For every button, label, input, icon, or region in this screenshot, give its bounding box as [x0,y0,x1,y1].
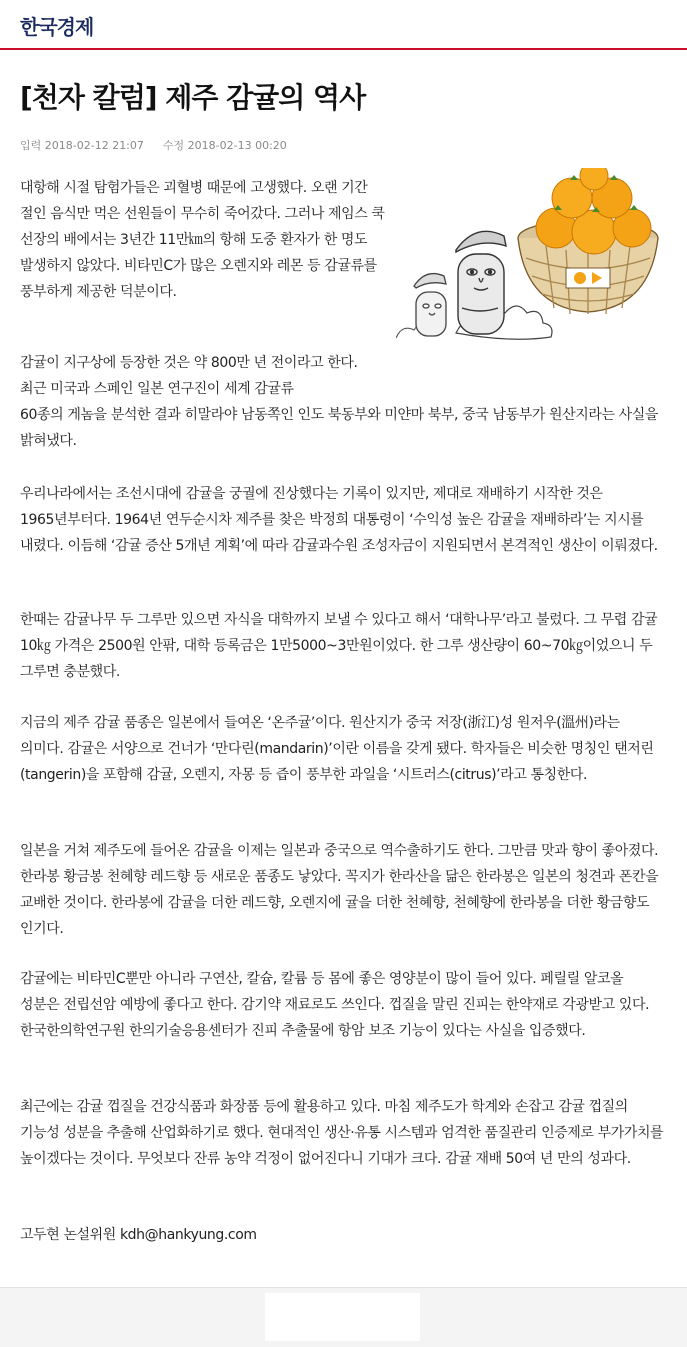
paragraph-2-text-continued: 60종의 게놈을 분석한 결과 히말라야 남동쪽인 인도 북동부와 미얀마 북부, 중국 남동부가 원산지라는 사실을 밝혀냈다. [20,407,659,449]
input-label: 입력 [20,139,42,152]
hankyung-logo[interactable]: 한국경제 [20,15,94,39]
paragraph-2-text: 감귤이 지구상에 등장한 것은 약 800만 년 전이라고 한다. 최근 미국과 스페인 일본 연구진이 세계 감귤류 [20,355,358,397]
paragraph-3: 우리나라에서는 조선시대에 감귤을 궁궐에 진상했다는 기록이 있지만, 제대로 재배하기 시작한 것은 1965년부터다. 1964년 연두순시차 제주를 찾은 박정희 대통령이 ‘수익성 높은 감귤을 재배하라’는 지시를 내렸다. 이듬해 ‘감귤 증산 5개년 계획’에 따라 감귤과수원 조성자금이 지원되면서 본격적인 생산이 이뤄졌다. [20,486,658,554]
paragraph-4: 한때는 감귤나무 두 그루만 있으면 자식을 대학까지 보낼 수 있다고 해서 ‘대학나무’라고 불렀다. 그 무렵 감귤 10㎏ 가격은 2500원 안팎, 대학 등록금은 1만5000~3만원이었다. 한 그루 생산량이 60~70㎏이었으니 두 그루면 충분했다. [20,612,658,680]
input-time: 2018-02-12 21:07 [44,139,144,152]
paragraph-8: 최근에는 감귤 껍질을 건강식품과 화장품 등에 활용하고 있다. 마침 제주도가 학계와 손잡고 감귤 껍질의 기능성 성분을 추출해 산업화하기로 했다. 현대적인 생산·유통 시스템과 엄격한 품질관리 인증제로 부가가치를 높이겠다는 것이다. 무엇보다 잔류 농약 걱정이 없어진다니 기대가 크다. 감귤 재배 50여 년 만의 성과다. [20,1099,664,1167]
paragraph-1: 대항해 시절 탐험가들은 괴혈병 때문에 고생했다. 오랜 기간 절인 음식만 먹은 선원들이 무수히 죽어갔다. 그러나 제임스 쿡 선장의 배에서는 3년간 11만㎞의 항해 도중 환자가 한 명도 발생하지 않았다. 비타민C가 많은 오렌지와 레몬 등 감귤류를 풍부하게 제공한 덕분이다. [20,180,385,300]
modified-time: 2018-02-13 00:20 [187,139,287,152]
article-meta [20,137,287,153]
ad-slot [265,1293,420,1341]
modified-label: 수정 [162,139,185,152]
tangerine-basket-illustration [396,168,666,368]
paragraph-6: 일본을 거쳐 제주도에 들어온 감귤을 이제는 일본과 중국으로 역수출하기도 한다. 그만큼 맛과 향이 좋아졌다. 한라봉 황금봉 천혜향 레드향 등 새로운 품종도 낳았다. 꼭지가 한라산을 닮은 한라봉은 일본의 청견과 폰칸을 교배한 것이다. 한라봉에 감귤을 더한 레드향, 오렌지에 귤을 더한 천혜향, 천혜향에 한라봉을 더한 황금향도 인기다. [20,843,659,937]
paragraph-5: 지금의 제주 감귤 품종은 일본에서 들여온 ‘온주귤’이다. 원산지가 중국 저장(浙江)성 원저우(溫州)라는 의미다. 감귤은 서양으로 건너가 ‘만다린(mandarin)’이란 이름을 갖게 됐다. 학자들은 비슷한 명칭인 탠저린(tangerin)을 포함해 감귤, 오렌지, 자몽 등 즙이 풍부한 과일을 ‘시트러스(citrus)’라고 통칭한다. [20,715,654,783]
jeju-illustration-icon [396,168,666,368]
byline: 고두현 논설위원 kdh@hankyung.com [20,1227,257,1243]
masthead [0,0,687,50]
paragraph-2 [20,350,665,460]
article-title: [천자 칼럼] 제주 감귤의 역사 [20,81,366,114]
paragraph-7: 감귤에는 비타민C뿐만 아니라 구연산, 칼슘, 칼륨 등 몸에 좋은 영양분이 많이 들어 있다. 페릴릴 알코올 성분은 전립선암 예방에 좋다고 한다. 감기약 재료로도 쓰인다. 껍질을 말린 진피는 한약재로 각광받고 있다. 한국한의학연구원 한의기술응용센터가 진피 추출물에 항암 보조 기능이 있다는 사실을 입증했다. [20,971,650,1039]
